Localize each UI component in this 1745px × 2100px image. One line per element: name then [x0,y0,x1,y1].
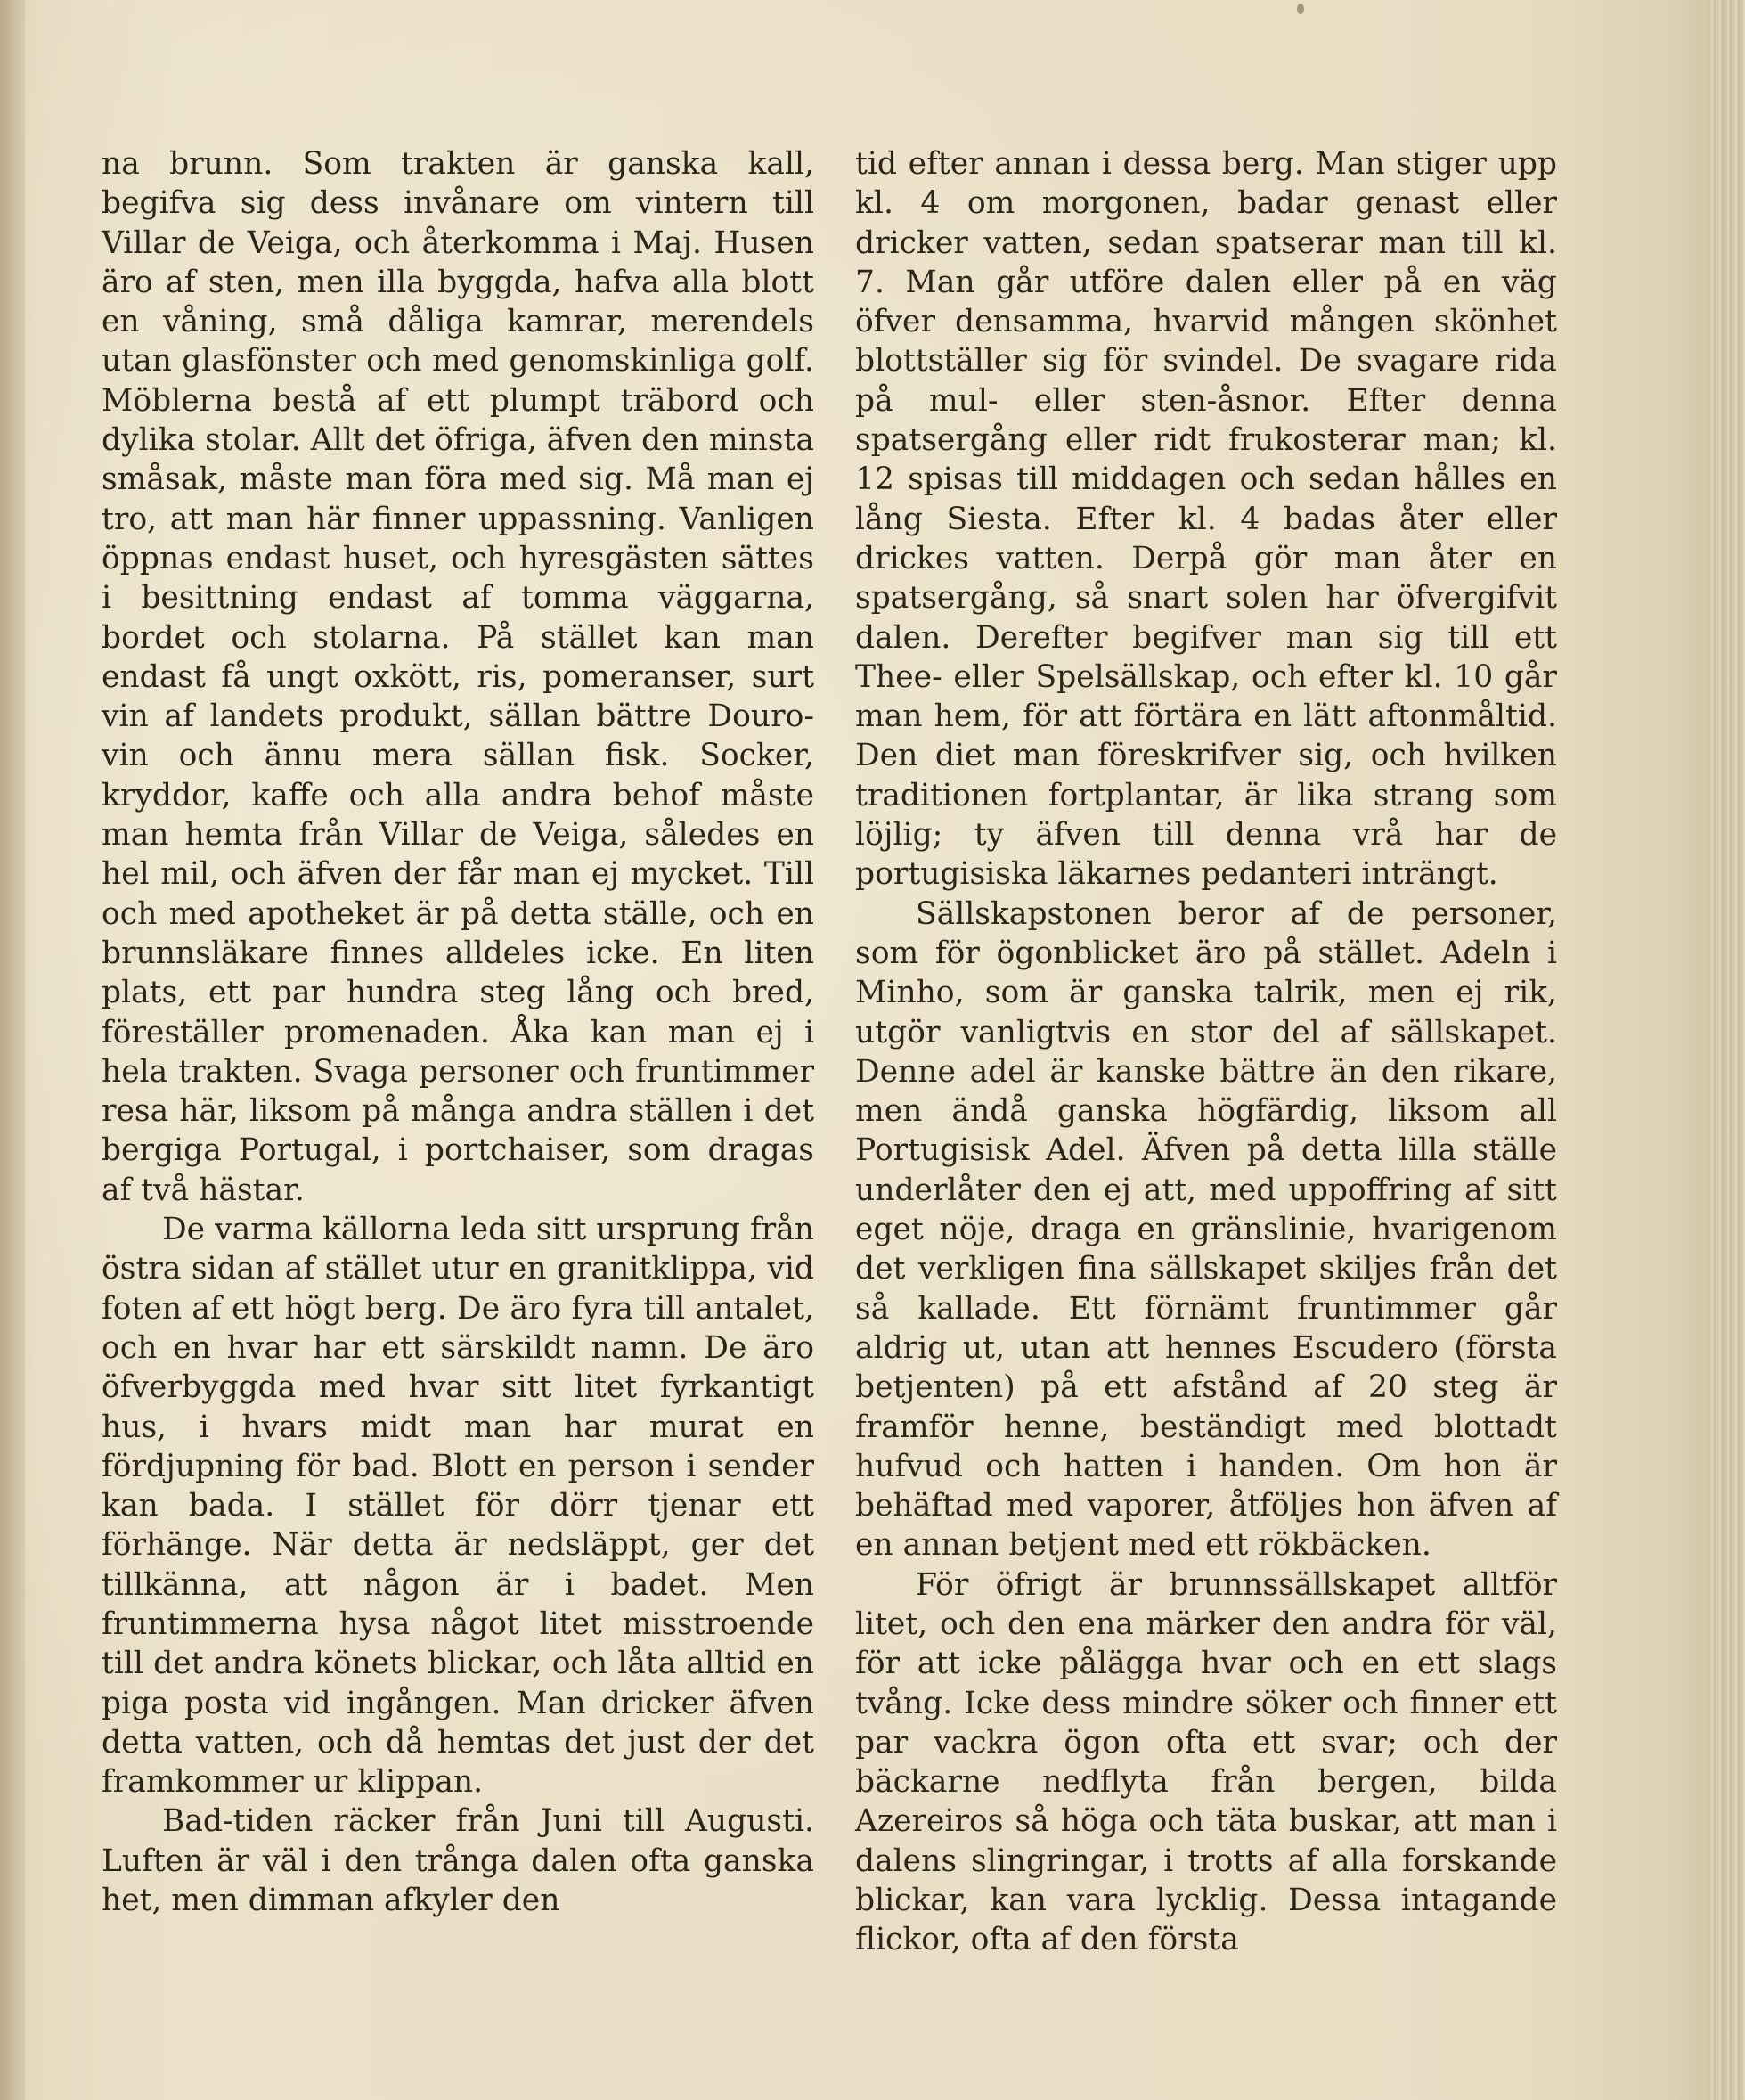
left-paragraph-2: De varma källorna leda sitt ursprung från östra sidan af stället utur en granitklippa, vid foten af ett högt berg. De äro fyra till antalet, och en hvar har ett särskildt namn. De äro öfverbyggda med hvar sitt litet fyrkantigt hus, i hvars midt man har murat en fördjupning för bad. Blott en person i sender kan bada. I stället för dörr tjenar ett förhänge. När detta är nedsläppt, ger det tillkänna, att någon är i badet. Men fruntimmerna hysa något litet misstroende till det andra könets blickar, och låta alltid en piga posta vid ingången. Man dricker äfven detta vatten, och då hemtas det just der det framkommer ur klippan. [102,1212,814,1801]
right-paragraph-3: För öfrigt är brunnssällskapet alltför litet, och den ena märker den andra för väl, för att icke pålägga hvar och en ett slags tvång. Icke dess mindre söker och finner ett par vackra ögon ofta ett svar; och der bäckarne nedflyta från bergen, bilda Azereiros så höga och täta buskar, att man i dalens slingringar, i trotts af alla forskande blickar, kan vara lycklig. Dessa intagande flickor, ofta af den första [855,1566,1557,1958]
left-text-column [102,144,814,1920]
page-gutter-shadow [0,0,25,2100]
left-paragraph-1: na brunn. Som trakten är ganska kall, begifva sig dess invånare om vintern till Villar de Veiga, och återkomma i Maj. Husen äro af sten, men illa byggda, hafva alla blott en våning, små dåliga kamrar, merendels utan glasfönster och med genomskinliga golf. Möblerna bestå af ett plumpt träbord och dylika stolar. Allt det öfriga, äfven den minsta småsak, måste man föra med sig. Må man ej tro, att man här finner uppassning. Vanligen öppnas endast huset, och hyresgästen sättes i besittning endast af tomma väggarna, bordet och stolarna. På stället kan man endast få ungt oxkött, ris, pomeranser, surt vin af landets produkt, sällan bättre Douro-vin och ännu mera sällan fisk. Socker, kryddor, kaffe och alla andra behof måste man hemta från Villar de Veiga, således en hel mil, och äfven der får man ej mycket. Till och med apotheket är på detta ställe, och en brunnsläkare finnes alldeles icke. En liten plats, ett par hundra steg lång och bred, föreställer promenaden. Åka kan man ej i hela trakten. Svaga personer och fruntimmer resa här, liksom på många andra ställen i det bergiga Portugal, i portchaiser, som dragas af två hästar. [102,146,814,1208]
right-paragraph-1: tid efter annan i dessa berg. Man stiger upp kl. 4 om morgonen, badar genast eller dricker vatten, sedan spatserar man till kl. 7. Man går utföre dalen eller på en väg öfver densamma, hvarvid mången skönhet blottställer sig för svindel. De svagare rida på mul- eller sten-åsnor. Efter denna spatsergång eller ridt frukosterar man; kl. 12 spisas till middagen och sedan hålles en lång Siesta. Efter kl. 4 badas åter eller drickes vatten. Derpå gör man åter en spatsergång, så snart solen har öfvergifvit dalen. Derefter begifver man sig till ett Thee- eller Spelsällskap, och efter kl. 10 går man hem, för att förtära en lätt aftonmåltid. Den diet man föreskrifver sig, och hvilken traditionen fortplantar, är lika strang som löjlig; ty äfven till denna vrå har de portugisiska läkarnes pedanteri inträngt. [855,146,1557,893]
right-text-column [855,144,1557,1960]
page-fore-edge [1709,0,1745,2100]
left-paragraph-3: Bad-tiden räcker från Juni till Augusti. Luften är väl i den trånga dalen ofta ganska het, men dimman afkyler den [102,1803,814,1919]
right-paragraph-2: Sällskapstonen beror af de personer, som för ögonblicket äro på stället. Adeln i Minho, som är ganska talrik, men ej rik, utgör vanligtvis en stor del af sällskapet. Denne adel är kanske bättre än den rikare, men ändå ganska högfärdig, liksom all Portugisisk Adel. Äfven på detta lilla ställe underlåter den ej att, med uppoffring af sitt eget nöje, draga en gränslinie, hvarigenom det verkligen fina sällskapet skiljes från det så kallade. Ett förnämt fruntimmer går aldrig ut, utan att hennes Escudero (första betjenten) på ett afstånd af 20 steg är framför henne, beständigt med blottadt hufvud och hatten i handen. Om hon är behäftad med vaporer, åtföljes hon äfven af en annan betjent med ett rökbäcken. [855,895,1557,1564]
ink-spot [1297,4,1304,14]
